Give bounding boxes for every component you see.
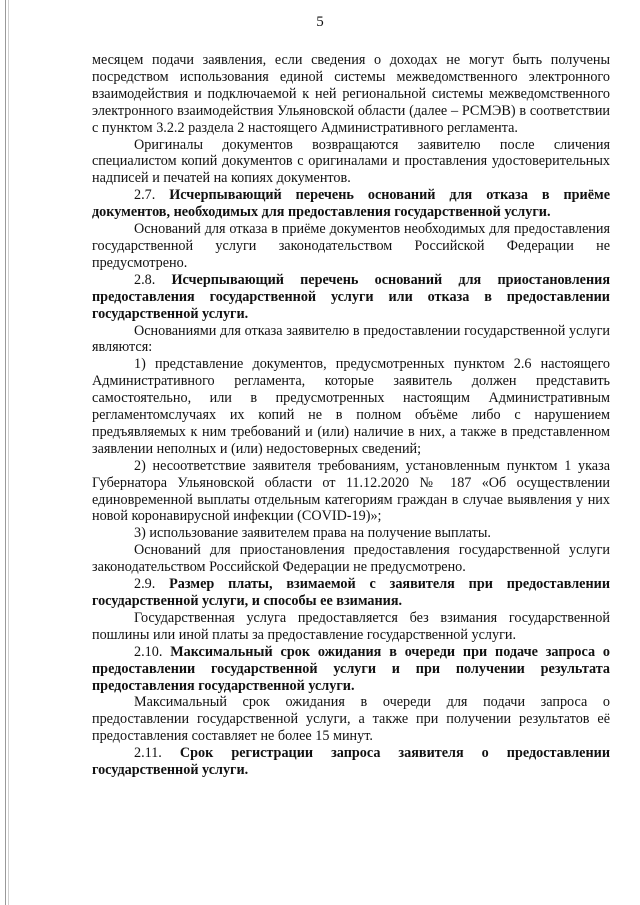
section-heading-2-7: 2.7. Исчерпывающий перечень оснований для отказа в приёме документов, необходимых для предоставления государственной услуги. [92,187,610,221]
paragraph-2-9-body: Государственная услуга предоставляется без взимания государственной пошлины или иной платы за предоставление государственной услуги. [92,609,610,643]
section-heading-2-10: 2.10. Максимальный срок ожидания в очереди при подаче запроса о предоставлении государственной услуги и при получении результата предоставления государственной услуги. [92,643,611,694]
list-item-2: 2) несоответствие заявителя требованиям, установленным пунктом 1 указа Губернатора Ульяновской области от 11.12.2020 № 187 «Об осуществлении единовременной выплаты отдельным категориям граждан в случае выявления у них новой коронавирусной инфекции (COVID-19)»; [92,457,610,525]
list-item-1: 1) представление документов, предусмотренных пунктом 2.6 настоящего Административного регламента, которые заявитель должен представить самостоятельно, или в предусмотренных настоящим Административным регламентомслучаях их копий не в полном объёме либо с нарушением предъявляемых к ним требований и (или) наличие в них, а также в представленном заявлении неполных и (или) недостоверных сведений; [92,356,610,457]
paragraph-1: месяцем подачи заявления, если сведения о доходах не могут быть получены посредством использования единой системы межведомственного электронного взаимодействия и подключаемой к ней региональной системы межведомственного электронного взаимодействия Ульяновской области (далее – РСМЭВ) в соответствии с пунктом 3.2.2 раздела 2 настоящего Административного регламента. [92,52,610,136]
list-item-3: 3) использование заявителем права на получение выплаты. [134,525,491,542]
paragraph-2: Оригиналы документов возвращаются заявителю после сличения специалистом копий документов с оригиналами и проставления удостоверительных надписей и печатей на копиях документов. [92,136,610,187]
section-heading-2-9: 2.9. Размер платы, взимаемой с заявителя при предоставлении государственной услуги, и способы ее взимания. [92,576,610,609]
paragraph-2-8-suspension: Оснований для приостановления предоставления государственной услуги законодательством Российской Федерации не предусмотрено. [92,542,610,576]
section-heading-2-8: 2.8. Исчерпывающий перечень оснований для приостановления предоставления государственной услуги или отказа в предоставлении государственной услуги. [92,271,610,322]
scan-edge-line [5,0,6,905]
paragraph-2-10-body: Максимальный срок ожидания в очереди для подачи запроса о предоставлении государственной услуги, а также при получении результатов её предоставления составляет не более 15 минут. [92,694,610,745]
paragraph-2-8-intro: Основаниями для отказа заявителю в предоставлении государственной услуги являются: [92,322,610,356]
document-body [92,52,610,779]
section-heading-2-11: 2.11. Срок регистрации запроса заявителя о предоставлении государственной услуги. [92,745,611,779]
paragraph-2-7-body: Оснований для отказа в приёме документов необходимых для предоставления государственной услуги законодательством Российской Федерации не предусмотрено. [92,221,610,271]
scan-edge-line-secondary [8,0,9,905]
page-number: 5 [316,14,324,30]
